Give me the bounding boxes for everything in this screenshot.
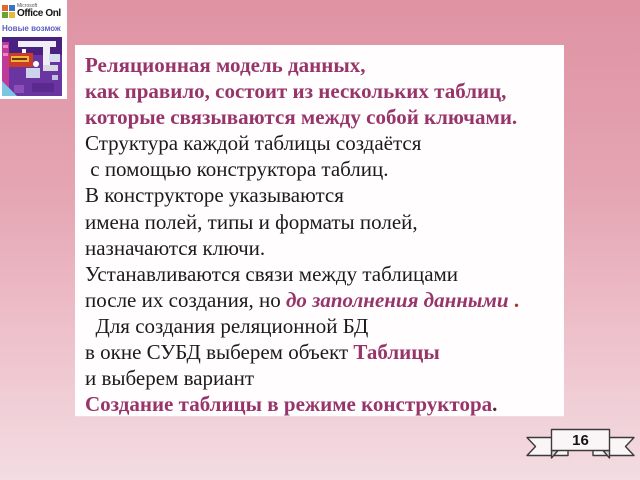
text-span: Реляционная модель данных, — [85, 53, 366, 77]
clipart-image — [2, 37, 62, 96]
text-span: с помощью конструктора таблиц. — [85, 157, 389, 182]
text-line — [85, 130, 558, 156]
text-line — [85, 391, 558, 417]
logo-brand-microsoft: Microsoft — [17, 3, 38, 9]
office-caption: Новые возмож — [2, 24, 61, 33]
text-line — [85, 365, 558, 391]
office-online-panel — [0, 0, 67, 99]
text-span: которые связываются между собой ключами. — [85, 105, 518, 130]
text-span: и выберем вариант — [85, 366, 255, 391]
page-number-banner — [526, 428, 635, 462]
text-line — [85, 209, 558, 235]
text-line — [85, 313, 558, 339]
text-span: в окне СУБД выберем объект — [85, 340, 354, 365]
text-span: Создание таблицы в режиме конструктора — [85, 392, 493, 417]
logo-brand-office: Office Onl — [17, 8, 61, 19]
text-span: после их создания, но — [85, 287, 286, 312]
office-logo-text — [17, 4, 61, 19]
text-span: назначаются ключи. — [85, 235, 266, 260]
text-span: В конструкторе указываются — [85, 183, 344, 208]
text-line — [85, 78, 558, 104]
text-span: . — [492, 392, 498, 417]
slide-text-box — [75, 45, 564, 417]
text-span: Таблицы — [353, 340, 440, 365]
text-line — [85, 261, 558, 287]
text-span: до заполнения данными — [286, 287, 509, 312]
text-span: . — [508, 287, 520, 312]
office-logo-icon — [2, 5, 15, 18]
text-span: Устанавливаются связи между таблицами — [85, 261, 459, 286]
text-line — [85, 104, 558, 130]
text-span: имена полей, типы и форматы полей, — [85, 209, 418, 234]
text-line — [85, 52, 558, 78]
text-line — [85, 287, 558, 313]
text-line — [85, 339, 558, 365]
text-line — [85, 235, 558, 261]
text-span: как правило, состоит из нескольких таблиц, — [85, 79, 507, 104]
page-number: 16 — [572, 432, 589, 449]
office-logo — [2, 3, 67, 20]
text-span: Для создания реляционной БД — [85, 313, 369, 338]
text-line — [85, 156, 558, 182]
text-line — [85, 182, 558, 208]
text-span: Структура каждой таблицы создаётся — [85, 131, 422, 156]
